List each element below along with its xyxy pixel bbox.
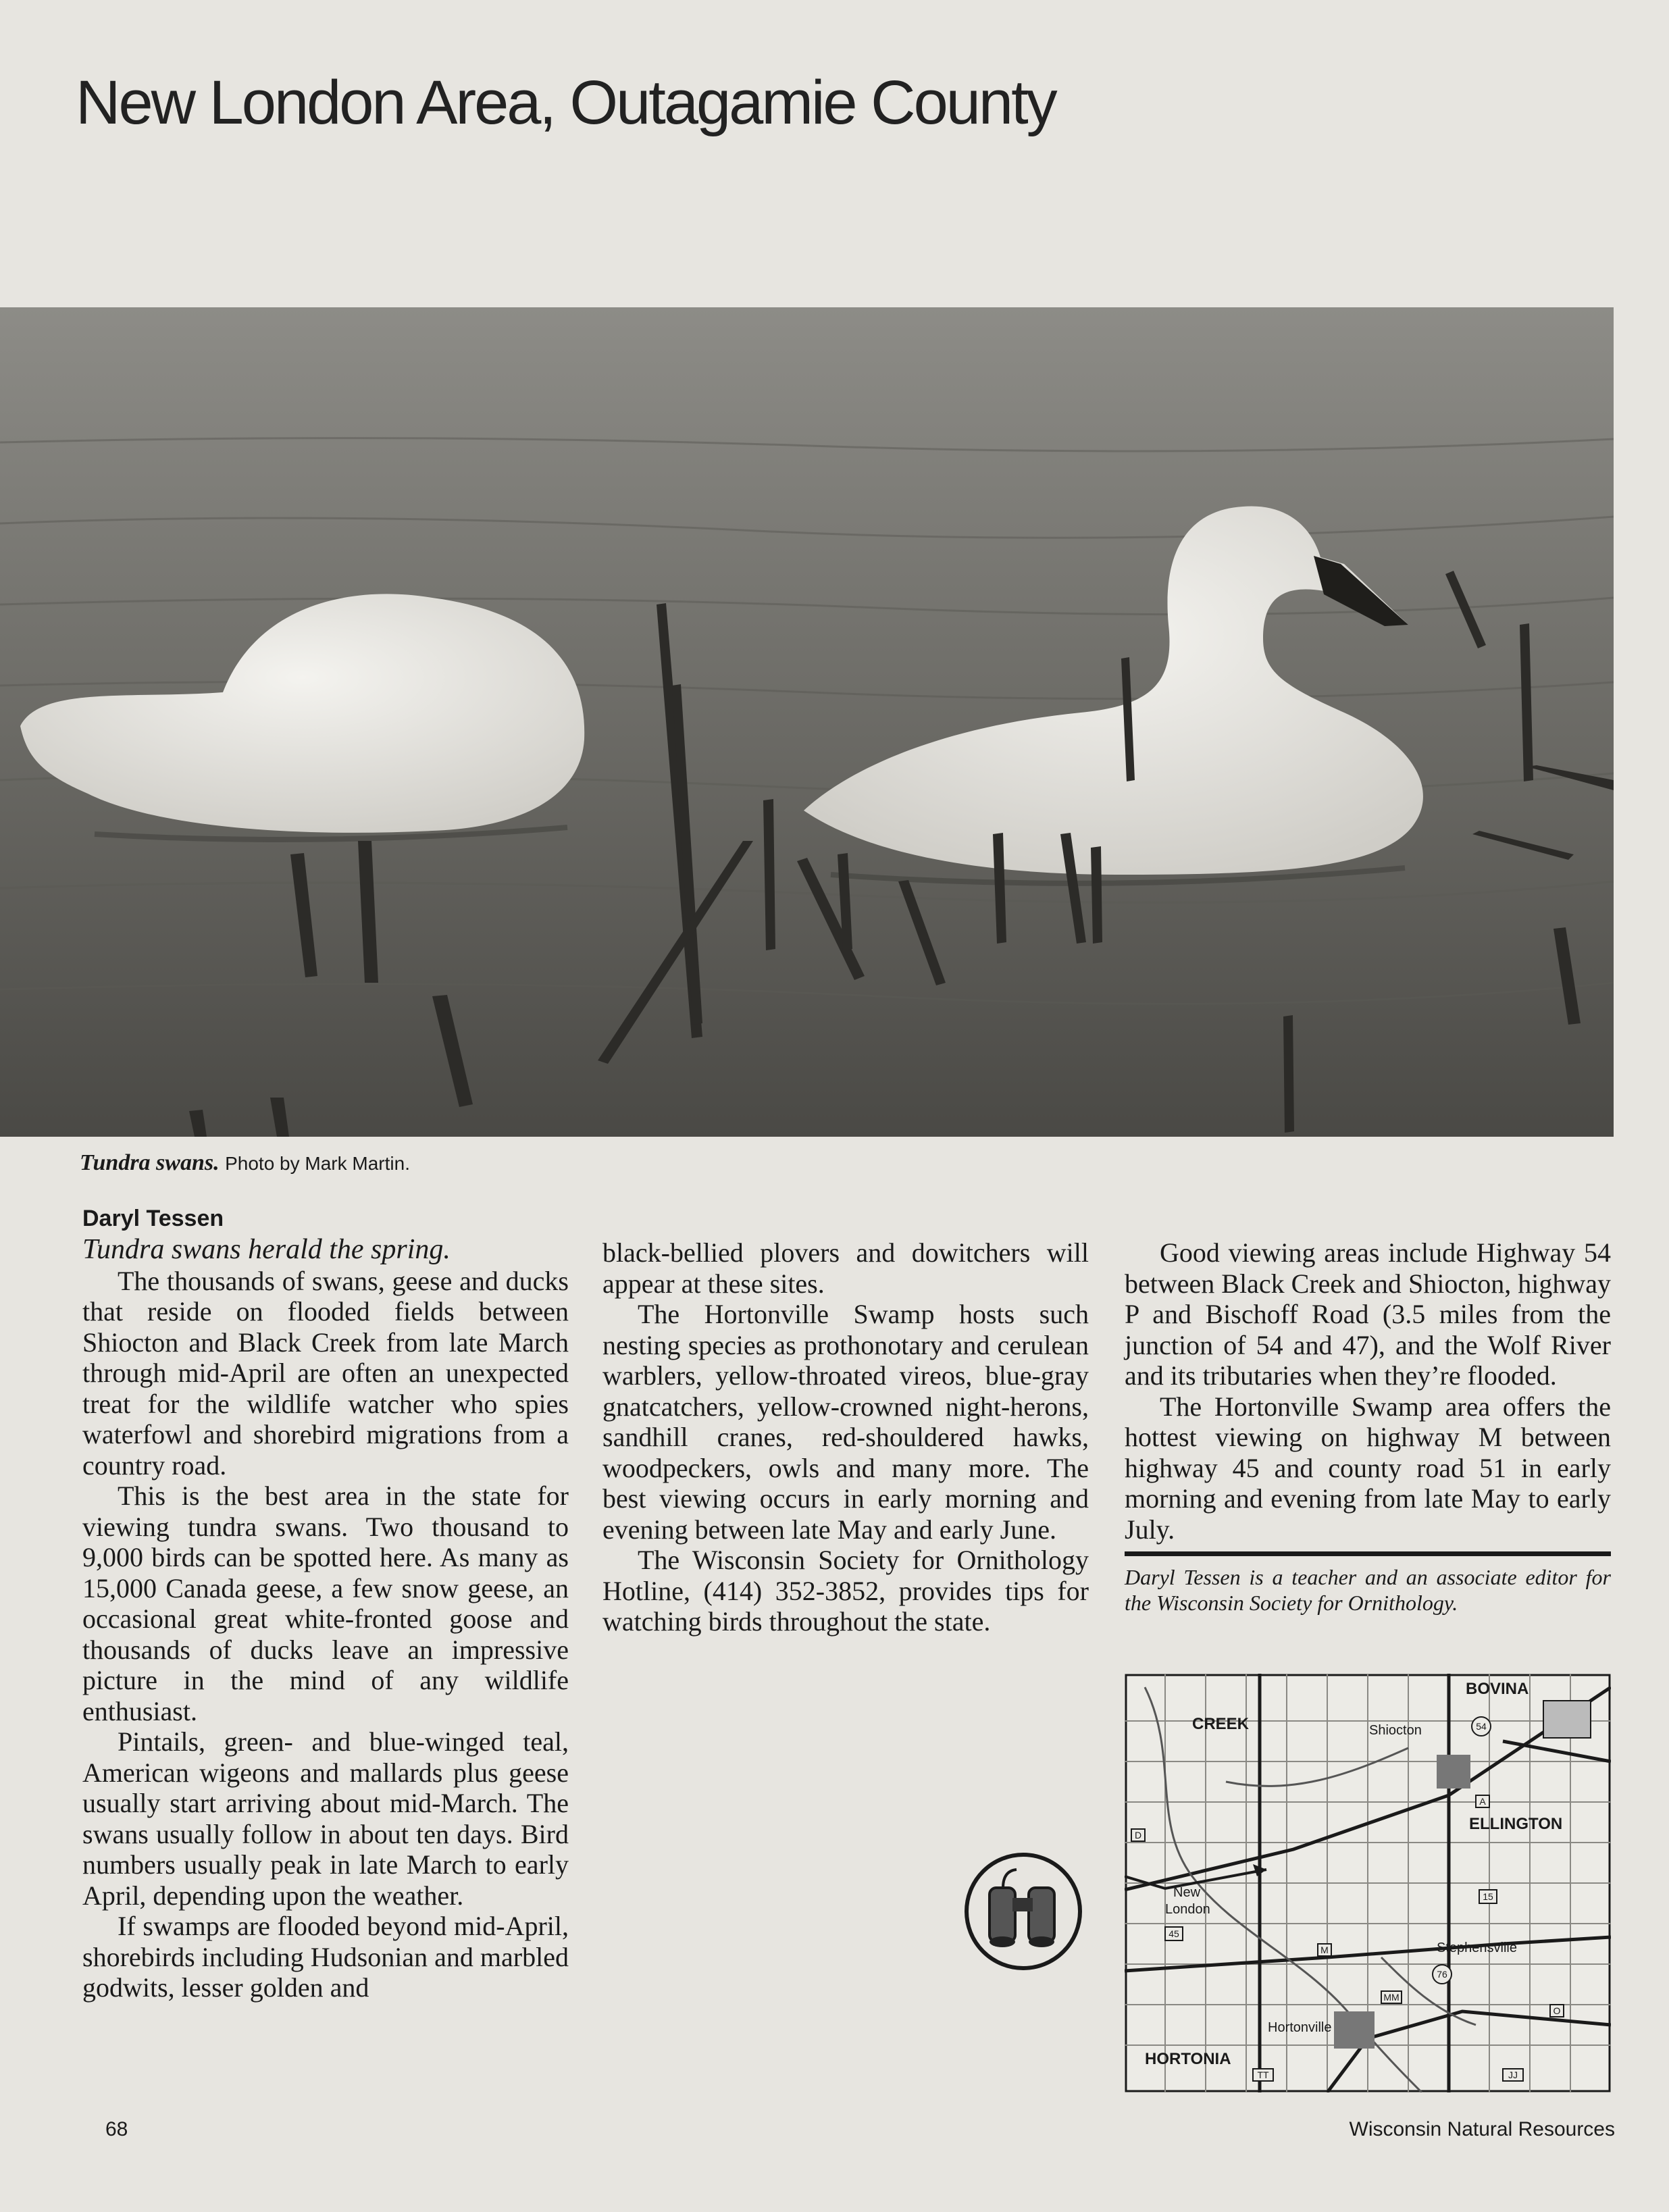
article-paragraph: If swamps are flooded beyond mid-April, shorebirds including Hudsonian and marbled godwits, lesser golden and [82,1911,569,2003]
map-shield-15: 15 [1483,1891,1493,1902]
hortonville-town-area [1334,2011,1375,2049]
article-paragraph: The thousands of swans, geese and ducks that reside on flooded fields between Shiocton and Black Creek from late March through mid-April are often an unexpected treat for the wildlife watcher who spies waterfowl and shorebird migrations from a country road. [82,1265,569,1481]
map-label-ellington: ELLINGTON [1469,1815,1563,1833]
page-number: 68 [105,2118,128,2140]
article-column-2 [602,1237,1089,1637]
map-label-stephensville: Stephensville [1437,1940,1517,1955]
article-column-3 [1125,1237,1611,1616]
map-shield-jj: JJ [1508,2069,1518,2080]
caption-title: Tundra swans. [80,1150,220,1175]
map-shield-54: 54 [1476,1721,1487,1732]
bio-divider [1125,1551,1611,1556]
map-shield-tt: TT [1257,2069,1269,2080]
area-map [1125,1674,1611,2092]
map-shield-d: D [1134,1830,1142,1841]
map-label-bovina: BOVINA [1466,1680,1529,1698]
page-title: New London Area, Outagamie County [76,68,1056,137]
publication-name: Wisconsin Natural Resources [1349,2118,1615,2140]
tundra-swans-photo [0,307,1614,1137]
map-shield-a: A [1479,1796,1486,1807]
map-shield-45: 45 [1169,1928,1179,1939]
map-shield-m: M [1320,1945,1329,1955]
map-shield-mm: MM [1383,1992,1400,2003]
article-paragraph: black-bellied plovers and dowitchers will appear at these sites. [602,1237,1089,1299]
map-label-hortonville: Hortonville [1268,2020,1332,2035]
article-paragraph: Good viewing areas include Highway 54 between Black Creek and Shiocton, highway P and Bischoff Road (3.5 miles from the junction of 54 and 47), and the Wolf River and its tributaries when they’re flooded. [1125,1237,1611,1391]
map-label-london: London [1165,1902,1210,1917]
map-label-new: New [1173,1885,1201,1900]
author-byline: Daryl Tessen [82,1206,224,1231]
article-paragraph: The Hortonville Swamp area offers the hottest viewing on highway M between highway 45 and county road 51 in early morning and evening from late May to early July. [1125,1391,1611,1545]
photo-caption [80,1150,410,1176]
article-paragraph: The Wisconsin Society for Ornithology Hotline, (414) 352-3852, provides tips for watching birds throughout the state. [602,1545,1089,1637]
article-column-1 [82,1235,569,2003]
article-paragraph: The Hortonville Swamp hosts such nesting species as prothonotary and cerulean warblers, yellow-throated vireos, blue-gray gnatcatchers, yellow-crowned night-herons, sandhill cranes, red-shouldered hawks, woodpeckers, owls and many more. The best viewing occurs in early morning and evening between late May and early June. [602,1299,1089,1545]
author-bio: Daryl Tessen is a teacher and an associate editor for the Wisconsin Society for Ornithology. [1125,1565,1611,1615]
article-paragraph: Pintails, green- and blue-winged teal, American wigeons and mallards plus geese usually start arriving about mid-March. The swans usually follow in about ten days. Bird numbers usually peak in late March to early April, depending upon the weather. [82,1726,569,1911]
map-label-shiocton: Shiocton [1369,1723,1422,1738]
binoculars-icon [962,1851,1084,1972]
shaded-viewing-area [1543,1701,1591,1738]
caption-credit: Photo by Mark Martin. [225,1153,410,1174]
map-shield-o: O [1553,2005,1561,2016]
shiocton-town-area [1437,1755,1470,1789]
map-label-creek: CREEK [1192,1715,1250,1733]
article-intro: Tundra swans herald the spring. [82,1234,451,1265]
map-label-hortonia: HORTONIA [1145,2050,1231,2068]
article-paragraph: This is the best area in the state for viewing tundra swans. Two thousand to 9,000 birds can be spotted here. As many as 15,000 Canada geese, a few snow geese, an occasional great white-fronted goose and thousands of ducks leave an impressive picture in the mind of any wildlife enthusiast. [82,1481,569,1726]
map-shield-76: 76 [1437,1969,1447,1980]
